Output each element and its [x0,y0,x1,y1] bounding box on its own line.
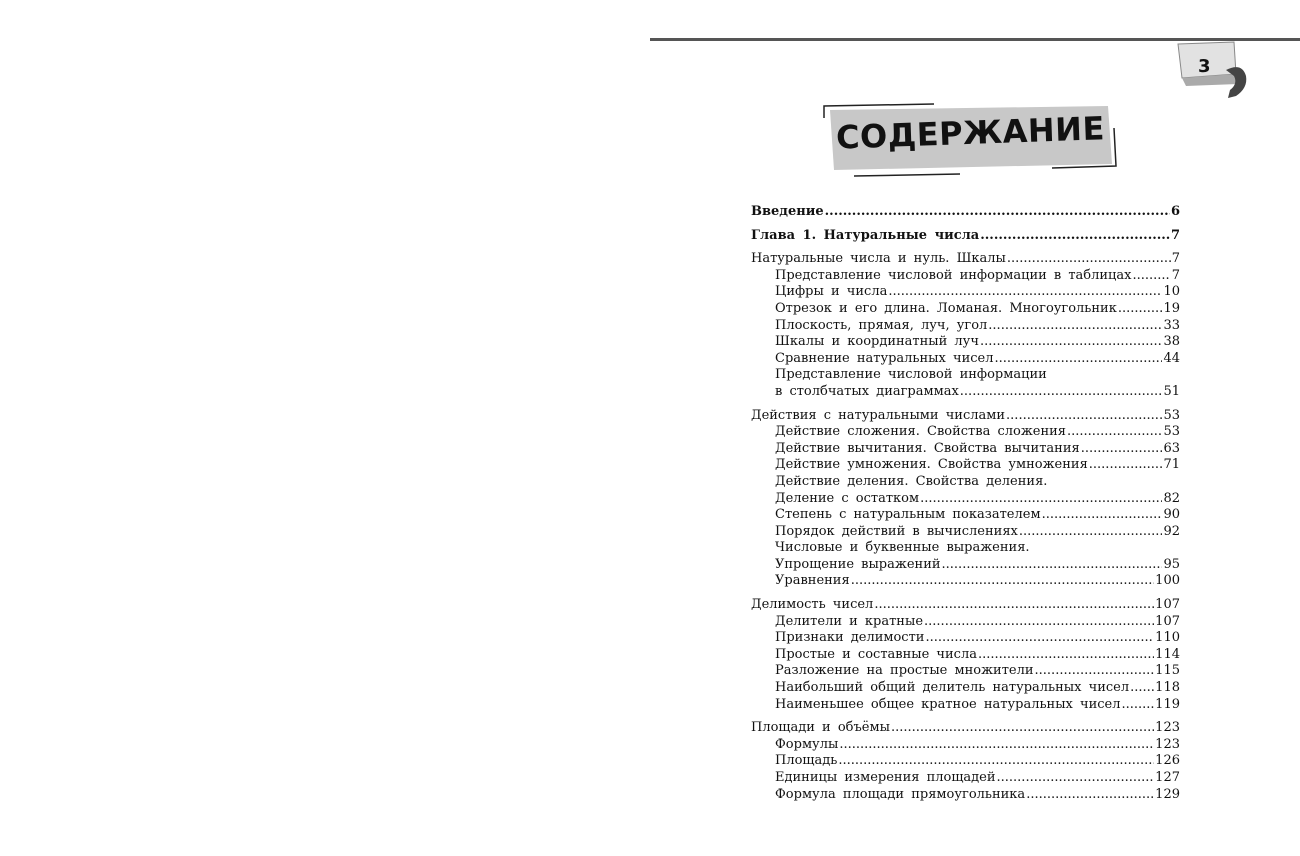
toc-subentry [751,457,1180,474]
dot-leader [1081,441,1163,458]
toc-subentry [751,753,1180,770]
toc-entry-label: Площади и объёмы [751,720,890,736]
toc-subentry [751,301,1180,318]
toc-section-entry [751,597,1180,614]
toc-entry-page-number: 51 [1163,383,1180,399]
toc-entry-page-number: 114 [1155,646,1180,662]
dot-leader [925,630,1154,647]
section-spacer [751,244,1180,251]
dot-leader [1133,268,1171,285]
toc-entry-page-number: 115 [1155,663,1180,679]
dot-leader [1130,680,1154,697]
section-spacer [751,590,1180,597]
toc-entry-page-number: 33 [1163,317,1180,333]
toc-entry-label: Наименьшее общее кратное натуральных чисел [775,696,1121,712]
toc-subentry [751,284,1180,301]
toc-entry-page-number: 95 [1163,556,1180,572]
dot-leader [1067,424,1162,441]
dot-leader [978,647,1154,664]
toc-entry-page-number: 123 [1155,720,1180,736]
toc-chapter-entry [751,204,1180,221]
toc-entry-label: Представление числовой информации в таблицах [775,267,1132,283]
toc-entry-label: Единицы измерения площадей [775,770,996,785]
toc-entry-page-number: 7 [1171,267,1180,283]
toc-entry-page-number: 10 [1163,284,1180,300]
toc-subentry [751,507,1180,524]
dot-leader [997,770,1155,787]
section-spacer [751,401,1180,408]
toc-entry-page-number: 19 [1163,300,1180,316]
toc-entry-label: Деление с остатком [775,490,920,506]
toc-subentry [751,367,1180,384]
toc-subentry [751,441,1180,458]
toc-entry-label: Делимость чисел [751,597,874,613]
toc-entry-label: Уравнения [775,573,850,589]
toc-entry-label: Наибольший общий делитель натуральных чисел [775,680,1130,696]
toc-subentry [751,737,1180,754]
toc-subentry [751,770,1180,787]
toc-section-entry [751,408,1180,425]
toc-subentry [751,491,1180,508]
toc-subentry [751,630,1180,647]
toc-entry-page-number: 129 [1155,786,1180,802]
toc-entry-label: Сравнение натуральных чисел [775,350,994,366]
page-title: СОДЕРЖАНИЕ [835,109,1106,157]
toc-entry-label: Натуральные числа и нуль. Шкалы [751,251,1006,267]
toc-subentry [751,268,1180,285]
dot-leader [1089,457,1163,474]
toc-entry-page-number: 7 [1171,251,1180,267]
toc-entry-page-number: 38 [1163,334,1180,350]
dot-leader [839,737,1154,754]
toc-subentry [751,540,1180,557]
section-spacer [751,713,1180,720]
toc-entry-page-number: 6 [1170,204,1180,219]
toc-subentry [751,557,1180,574]
toc-section-entry [751,720,1180,737]
toc-entry-label: Формулы [775,736,839,752]
toc-entry-label: Делители и кратные [775,613,924,629]
toc-entry-label: Формула площади прямоугольника [775,786,1026,802]
toc-subentry [751,524,1180,541]
dot-leader [924,614,1154,631]
toc-entry-label: в столбчатых диаграммах [775,383,959,399]
toc-entry-page-number: 107 [1155,613,1180,629]
toc-entry-label: Площадь [775,753,838,769]
table-of-contents [751,204,1180,803]
section-spacer [751,221,1180,228]
toc-entry-page-number: 44 [1163,350,1180,366]
dot-leader [980,334,1163,351]
dot-leader [1035,663,1155,680]
dot-leader [988,318,1162,335]
toc-subentry [751,384,1180,401]
dot-leader [1026,787,1154,804]
dot-leader [1006,408,1162,425]
toc-subentry [751,318,1180,335]
dot-leader [994,351,1162,368]
toc-subentry [751,647,1180,664]
toc-entry-page-number: 126 [1155,753,1180,769]
dot-leader [838,753,1154,770]
toc-entry-label: Представление числовой информации [775,367,1047,383]
toc-subentry [751,614,1180,631]
toc-entry-label: Признаки делимости [775,630,925,646]
toc-entry-page-number: 92 [1163,523,1180,539]
toc-entry-page-number: 7 [1170,227,1180,243]
page-number: 3 [1198,56,1211,77]
dot-leader [1118,301,1163,318]
toc-entry-label: Плоскость, прямая, луч, угол [775,317,988,333]
toc-entry-page-number: 53 [1163,424,1180,440]
toc-entry-page-number: 123 [1155,736,1180,752]
dot-leader [920,491,1162,508]
toc-entry-page-number: 127 [1155,770,1180,785]
dot-leader [1122,697,1155,714]
toc-section-entry [751,251,1180,268]
toc-entry-label: Простые и составные числа [775,646,977,662]
toc-entry-label: Действие сложения. Свойства сложения [775,424,1067,440]
toc-entry-page-number: 110 [1155,630,1180,646]
dot-leader [1019,524,1163,541]
toc-chapter-entry [751,228,1180,245]
dot-leader [825,204,1170,221]
toc-entry-label: Действие деления. Свойства деления. [775,473,1048,489]
toc-subentry [751,787,1180,804]
toc-entry-label: Глава 1. Натуральные числа [751,227,980,243]
toc-entry-page-number: 71 [1163,457,1180,473]
dot-leader [891,720,1154,737]
toc-entry-page-number: 63 [1163,440,1180,456]
toc-entry-label: Порядок действий в вычислениях [775,523,1018,539]
dot-leader [888,284,1162,301]
toc-entry-label: Действие умножения. Свойства умножения [775,457,1088,473]
toc-entry-label: Действие вычитания. Свойства вычитания [775,440,1080,456]
toc-entry-page-number: 118 [1155,680,1180,696]
toc-subentry [751,424,1180,441]
toc-subentry [751,663,1180,680]
dot-leader [874,597,1154,614]
dot-leader [942,557,1163,574]
dot-leader [960,384,1163,401]
toc-entry-page-number: 90 [1163,507,1180,523]
dot-leader [1007,251,1171,268]
toc-entry-label: Степень с натуральным показателем [775,507,1041,523]
toc-subentry [751,474,1180,491]
toc-entry-page-number: 82 [1163,490,1180,506]
toc-entry-label: Отрезок и его длина. Ломаная. Многоугольник [775,300,1117,316]
toc-entry-page-number: 107 [1155,597,1180,613]
page-number-badge [1176,40,1252,104]
toc-subentry [751,697,1180,714]
toc-entry-label: Введение [751,204,824,219]
toc-subentry [751,573,1180,590]
toc-entry-label: Числовые и буквенные выражения. [775,540,1030,556]
toc-entry-page-number: 53 [1163,407,1180,423]
dot-leader [980,228,1170,245]
toc-entry-page-number: 100 [1155,573,1180,589]
toc-entry-page-number: 119 [1155,696,1180,712]
toc-entry-label: Упрощение выражений [775,556,941,572]
toc-entry-label: Действия с натуральными числами [751,407,1006,423]
toc-entry-label: Шкалы и координатный луч [775,334,979,350]
toc-subentry [751,334,1180,351]
dot-leader [851,573,1154,590]
dot-leader [1042,507,1163,524]
toc-subentry [751,680,1180,697]
toc-entry-label: Цифры и числа [775,284,888,300]
toc-subentry [751,351,1180,368]
toc-entry-label: Разложение на простые множители [775,663,1034,679]
